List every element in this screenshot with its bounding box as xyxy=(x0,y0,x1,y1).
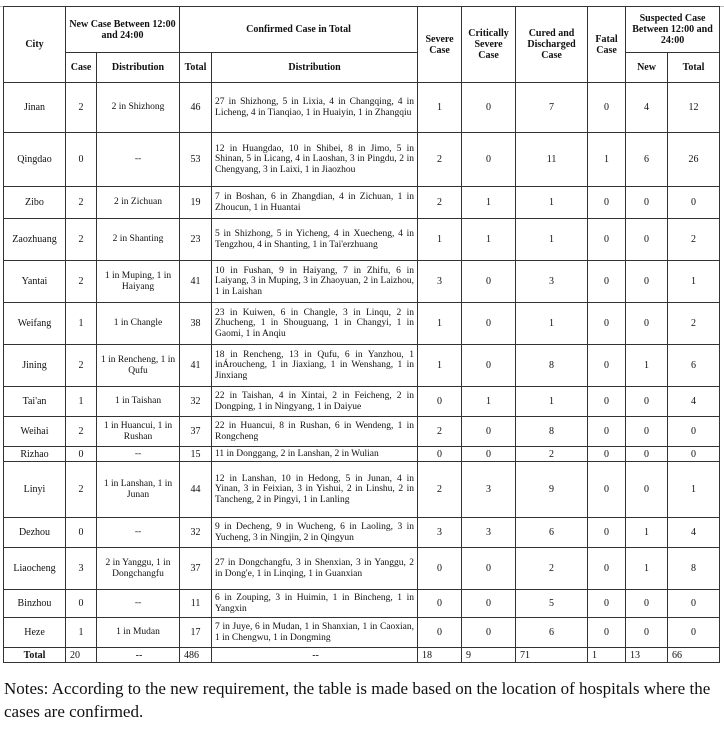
distribution-cell: 11 in Donggang, 2 in Lanshan, 2 in Wulian xyxy=(212,447,418,462)
suspected-new-cell: 0 xyxy=(626,387,668,417)
fatal-cell: 0 xyxy=(588,261,626,303)
new-case-cell: 1 xyxy=(66,618,97,648)
cured-cell: 1 xyxy=(516,187,588,219)
severe-cell: 1 xyxy=(418,219,462,261)
table-row xyxy=(4,417,720,447)
distribution-cell: 7 in Juye, 6 in Mudan, 1 in Shanxian, 1 in Caoxian, 1 in Chengwu, 1 in Dongming xyxy=(212,618,418,648)
covid-case-table xyxy=(3,6,720,663)
new-dist-cell: 2 in Shizhong xyxy=(97,83,180,133)
new-dist-cell: 2 in Shanting xyxy=(97,219,180,261)
severe-cell: 1 xyxy=(418,345,462,387)
severe-cell: 2 xyxy=(418,133,462,187)
suspected-new-cell: 4 xyxy=(626,83,668,133)
total-cell: 41 xyxy=(180,345,212,387)
fatal-cell: 0 xyxy=(588,462,626,518)
suspected-total-cell: 2 xyxy=(668,219,720,261)
severe-cell: 3 xyxy=(418,518,462,548)
table-row xyxy=(4,83,720,133)
suspected-total-cell: 4 xyxy=(668,387,720,417)
new-dist-cell: 1 in Lanshan, 1 in Junan xyxy=(97,462,180,518)
header-critically-severe: Critically Severe Case xyxy=(462,7,516,83)
new-dist-cell: -- xyxy=(97,133,180,187)
table-row xyxy=(4,590,720,618)
table-row xyxy=(4,261,720,303)
fatal-cell: 0 xyxy=(588,219,626,261)
table-body xyxy=(4,83,720,648)
header-new-case-group: New Case Between 12:00 and 24:00 xyxy=(66,7,180,53)
suspected-new-cell: 0 xyxy=(626,219,668,261)
city-cell: Heze xyxy=(4,618,66,648)
fatal-cell: 0 xyxy=(588,548,626,590)
total-confirmed: 486 xyxy=(180,648,212,663)
table-row xyxy=(4,345,720,387)
total-suspected-new: 13 xyxy=(626,648,668,663)
new-dist-cell: 2 in Zichuan xyxy=(97,187,180,219)
cured-cell: 2 xyxy=(516,548,588,590)
distribution-cell: 27 in Dongchangfu, 3 in Shenxian, 3 in Yanggu, 2 in Dong'e, 1 in Linqing, 1 in Guanxian xyxy=(212,548,418,590)
critical-cell: 0 xyxy=(462,83,516,133)
critical-cell: 0 xyxy=(462,345,516,387)
fatal-cell: 1 xyxy=(588,133,626,187)
total-cell: 32 xyxy=(180,518,212,548)
city-cell: Linyi xyxy=(4,462,66,518)
critical-cell: 0 xyxy=(462,417,516,447)
severe-cell: 0 xyxy=(418,447,462,462)
total-critical: 9 xyxy=(462,648,516,663)
cured-cell: 8 xyxy=(516,417,588,447)
new-dist-cell: -- xyxy=(97,518,180,548)
fatal-cell: 0 xyxy=(588,83,626,133)
fatal-cell: 0 xyxy=(588,345,626,387)
cured-cell: 1 xyxy=(516,219,588,261)
suspected-new-cell: 6 xyxy=(626,133,668,187)
suspected-new-cell: 0 xyxy=(626,303,668,345)
new-case-cell: 2 xyxy=(66,187,97,219)
table-row xyxy=(4,219,720,261)
distribution-cell: 18 in Rencheng, 13 in Qufu, 6 in Yanzhou, 1 inÁroucheng, 1 in Jiaxiang, 1 in Wenshang, 1 in Jinxiang xyxy=(212,345,418,387)
distribution-cell: 12 in Huangdao, 10 in Shibei, 8 in Jimo, 5 in Shinan, 5 in Licang, 4 in Laoshan, 3 in Pingdu, 2 in Chengyang, 3 in Laixi, 1 in Jiaozhou xyxy=(212,133,418,187)
suspected-new-cell: 0 xyxy=(626,462,668,518)
table-row xyxy=(4,548,720,590)
total-cell: 46 xyxy=(180,83,212,133)
total-severe: 18 xyxy=(418,648,462,663)
table-row xyxy=(4,303,720,345)
new-dist-cell: 1 in Rencheng, 1 in Qufu xyxy=(97,345,180,387)
suspected-total-cell: 2 xyxy=(668,303,720,345)
total-label: Total xyxy=(4,648,66,663)
new-case-cell: 2 xyxy=(66,261,97,303)
fatal-cell: 0 xyxy=(588,447,626,462)
city-cell: Binzhou xyxy=(4,590,66,618)
fatal-cell: 0 xyxy=(588,518,626,548)
severe-cell: 0 xyxy=(418,548,462,590)
header-cured: Cured and Discharged Case xyxy=(516,7,588,83)
total-cell: 15 xyxy=(180,447,212,462)
critical-cell: 3 xyxy=(462,462,516,518)
critical-cell: 3 xyxy=(462,518,516,548)
suspected-total-cell: 12 xyxy=(668,83,720,133)
new-case-cell: 0 xyxy=(66,133,97,187)
city-cell: Qingdao xyxy=(4,133,66,187)
suspected-new-cell: 1 xyxy=(626,518,668,548)
distribution-cell: 27 in Shizhong, 5 in Lixia, 4 in Changqing, 4 in Licheng, 4 in Tianqiao, 1 in Huaiyin, 1 in Zhangqiu xyxy=(212,83,418,133)
new-dist-cell: 1 in Muping, 1 in Haiyang xyxy=(97,261,180,303)
total-cured: 71 xyxy=(516,648,588,663)
city-cell: Tai'an xyxy=(4,387,66,417)
table-row xyxy=(4,387,720,417)
suspected-new-cell: 0 xyxy=(626,187,668,219)
critical-cell: 0 xyxy=(462,133,516,187)
suspected-total-cell: 4 xyxy=(668,518,720,548)
city-cell: Rizhao xyxy=(4,447,66,462)
cured-cell: 5 xyxy=(516,590,588,618)
table-row xyxy=(4,447,720,462)
distribution-cell: 7 in Boshan, 6 in Zhangdian, 4 in Zichuan, 1 in Zhoucun, 1 in Huantai xyxy=(212,187,418,219)
city-cell: Weihai xyxy=(4,417,66,447)
suspected-new-cell: 0 xyxy=(626,417,668,447)
cured-cell: 9 xyxy=(516,462,588,518)
city-cell: Jining xyxy=(4,345,66,387)
cured-cell: 1 xyxy=(516,303,588,345)
new-dist-cell: 1 in Mudan xyxy=(97,618,180,648)
cured-cell: 8 xyxy=(516,345,588,387)
subheader-distribution: Distribution xyxy=(97,53,180,83)
total-cell: 19 xyxy=(180,187,212,219)
suspected-total-cell: 0 xyxy=(668,417,720,447)
cured-cell: 7 xyxy=(516,83,588,133)
total-new-case: 20 xyxy=(66,648,97,663)
new-case-cell: 3 xyxy=(66,548,97,590)
total-row xyxy=(4,648,720,663)
suspected-total-cell: 0 xyxy=(668,187,720,219)
suspected-total-cell: 6 xyxy=(668,345,720,387)
table-row xyxy=(4,187,720,219)
severe-cell: 2 xyxy=(418,187,462,219)
city-cell: Jinan xyxy=(4,83,66,133)
severe-cell: 0 xyxy=(418,618,462,648)
total-cell: 53 xyxy=(180,133,212,187)
distribution-cell: 23 in Kuiwen, 6 in Changle, 3 in Linqu, 2 in Zhucheng, 1 in Shouguang, 1 in Changyi, 1 in Gaomi, 1 in Anqiu xyxy=(212,303,418,345)
distribution-cell: 5 in Shizhong, 5 in Yicheng, 4 in Xuecheng, 4 in Tengzhou, 4 in Shanting, 1 in Tai'erzhuang xyxy=(212,219,418,261)
header-severe: Severe Case xyxy=(418,7,462,83)
critical-cell: 0 xyxy=(462,261,516,303)
cured-cell: 3 xyxy=(516,261,588,303)
severe-cell: 2 xyxy=(418,462,462,518)
new-dist-cell: -- xyxy=(97,447,180,462)
severe-cell: 2 xyxy=(418,417,462,447)
suspected-new-cell: 0 xyxy=(626,261,668,303)
new-case-cell: 1 xyxy=(66,387,97,417)
header-city: City xyxy=(4,7,66,83)
header-confirmed-total-group: Confirmed Case in Total xyxy=(180,7,418,53)
distribution-cell: 9 in Decheng, 9 in Wucheng, 6 in Laoling, 3 in Yucheng, 3 in Ningjin, 2 in Qingyun xyxy=(212,518,418,548)
severe-cell: 3 xyxy=(418,261,462,303)
fatal-cell: 0 xyxy=(588,417,626,447)
suspected-total-cell: 0 xyxy=(668,618,720,648)
new-case-cell: 2 xyxy=(66,219,97,261)
table-notes: Notes: According to the new requirement, the table is made based on the location of hospitals where the cases are confirmed. xyxy=(4,679,711,721)
new-case-cell: 2 xyxy=(66,462,97,518)
severe-cell: 0 xyxy=(418,387,462,417)
total-fatal: 1 xyxy=(588,648,626,663)
total-cell: 23 xyxy=(180,219,212,261)
total-cell: 38 xyxy=(180,303,212,345)
table-row xyxy=(4,618,720,648)
suspected-total-cell: 8 xyxy=(668,548,720,590)
new-case-cell: 1 xyxy=(66,303,97,345)
cured-cell: 2 xyxy=(516,447,588,462)
table-row xyxy=(4,462,720,518)
total-suspected-total: 66 xyxy=(668,648,720,663)
severe-cell: 0 xyxy=(418,590,462,618)
new-case-cell: 0 xyxy=(66,518,97,548)
subheader-suspected-total: Total xyxy=(668,53,720,83)
new-dist-cell: 1 in Taishan xyxy=(97,387,180,417)
suspected-new-cell: 1 xyxy=(626,345,668,387)
subheader-case: Case xyxy=(66,53,97,83)
city-cell: Yantai xyxy=(4,261,66,303)
total-cell: 17 xyxy=(180,618,212,648)
suspected-new-cell: 0 xyxy=(626,618,668,648)
new-case-cell: 2 xyxy=(66,83,97,133)
suspected-new-cell: 1 xyxy=(626,548,668,590)
table-row xyxy=(4,518,720,548)
new-dist-cell: 1 in Huancui, 1 in Rushan xyxy=(97,417,180,447)
critical-cell: 1 xyxy=(462,387,516,417)
suspected-total-cell: 26 xyxy=(668,133,720,187)
fatal-cell: 0 xyxy=(588,303,626,345)
cured-cell: 6 xyxy=(516,618,588,648)
suspected-total-cell: 0 xyxy=(668,590,720,618)
new-dist-cell: 1 in Changle xyxy=(97,303,180,345)
city-cell: Liaocheng xyxy=(4,548,66,590)
new-case-cell: 2 xyxy=(66,417,97,447)
new-dist-cell: -- xyxy=(97,590,180,618)
city-cell: Zibo xyxy=(4,187,66,219)
fatal-cell: 0 xyxy=(588,590,626,618)
cured-cell: 6 xyxy=(516,518,588,548)
cured-cell: 1 xyxy=(516,387,588,417)
suspected-new-cell: 0 xyxy=(626,590,668,618)
total-cell: 37 xyxy=(180,548,212,590)
total-cell: 32 xyxy=(180,387,212,417)
distribution-cell: 22 in Taishan, 4 in Xintai, 2 in Feicheng, 2 in Dongping, 1 in Ningyang, 1 in Daiyue xyxy=(212,387,418,417)
total-cell: 37 xyxy=(180,417,212,447)
new-case-cell: 0 xyxy=(66,447,97,462)
city-cell: Zaozhuang xyxy=(4,219,66,261)
subheader-total: Total xyxy=(180,53,212,83)
total-cell: 41 xyxy=(180,261,212,303)
distribution-cell: 10 in Fushan, 9 in Haiyang, 7 in Zhifu, 6 in Laiyang, 3 in Muping, 3 in Zhaoyuan, 2 in Laizhou, 1 in Laishan xyxy=(212,261,418,303)
suspected-total-cell: 0 xyxy=(668,447,720,462)
suspected-total-cell: 1 xyxy=(668,261,720,303)
subheader-suspected-new: New xyxy=(626,53,668,83)
city-cell: Weifang xyxy=(4,303,66,345)
city-cell: Dezhou xyxy=(4,518,66,548)
fatal-cell: 0 xyxy=(588,187,626,219)
new-dist-cell: 2 in Yanggu, 1 in Dongchangfu xyxy=(97,548,180,590)
distribution-cell: 22 in Huancui, 8 in Rushan, 6 in Wendeng, 1 in Rongcheng xyxy=(212,417,418,447)
critical-cell: 0 xyxy=(462,618,516,648)
distribution-cell: 12 in Lanshan, 10 in Hedong, 5 in Junan, 4 in Yinan, 3 in Feixian, 3 in Yishui, 2 in Linshu, 2 in Tancheng, 2 in Pingyi, 1 in Lanling xyxy=(212,462,418,518)
severe-cell: 1 xyxy=(418,83,462,133)
critical-cell: 0 xyxy=(462,447,516,462)
total-cell: 44 xyxy=(180,462,212,518)
critical-cell: 1 xyxy=(462,187,516,219)
total-new-dist: -- xyxy=(97,648,180,663)
total-distribution: -- xyxy=(212,648,418,663)
header-suspected-group: Suspected Case Between 12:00 and 24:00 xyxy=(626,7,720,53)
header-fatal: Fatal Case xyxy=(588,7,626,83)
new-case-cell: 2 xyxy=(66,345,97,387)
critical-cell: 0 xyxy=(462,590,516,618)
critical-cell: 0 xyxy=(462,548,516,590)
critical-cell: 1 xyxy=(462,219,516,261)
suspected-total-cell: 1 xyxy=(668,462,720,518)
cured-cell: 11 xyxy=(516,133,588,187)
distribution-cell: 6 in Zouping, 3 in Huimin, 1 in Bincheng, 1 in Yangxin xyxy=(212,590,418,618)
new-case-cell: 0 xyxy=(66,590,97,618)
suspected-new-cell: 0 xyxy=(626,447,668,462)
table-row xyxy=(4,133,720,187)
critical-cell: 0 xyxy=(462,303,516,345)
fatal-cell: 0 xyxy=(588,387,626,417)
subheader-distribution-total: Distribution xyxy=(212,53,418,83)
total-cell: 11 xyxy=(180,590,212,618)
fatal-cell: 0 xyxy=(588,618,626,648)
severe-cell: 1 xyxy=(418,303,462,345)
